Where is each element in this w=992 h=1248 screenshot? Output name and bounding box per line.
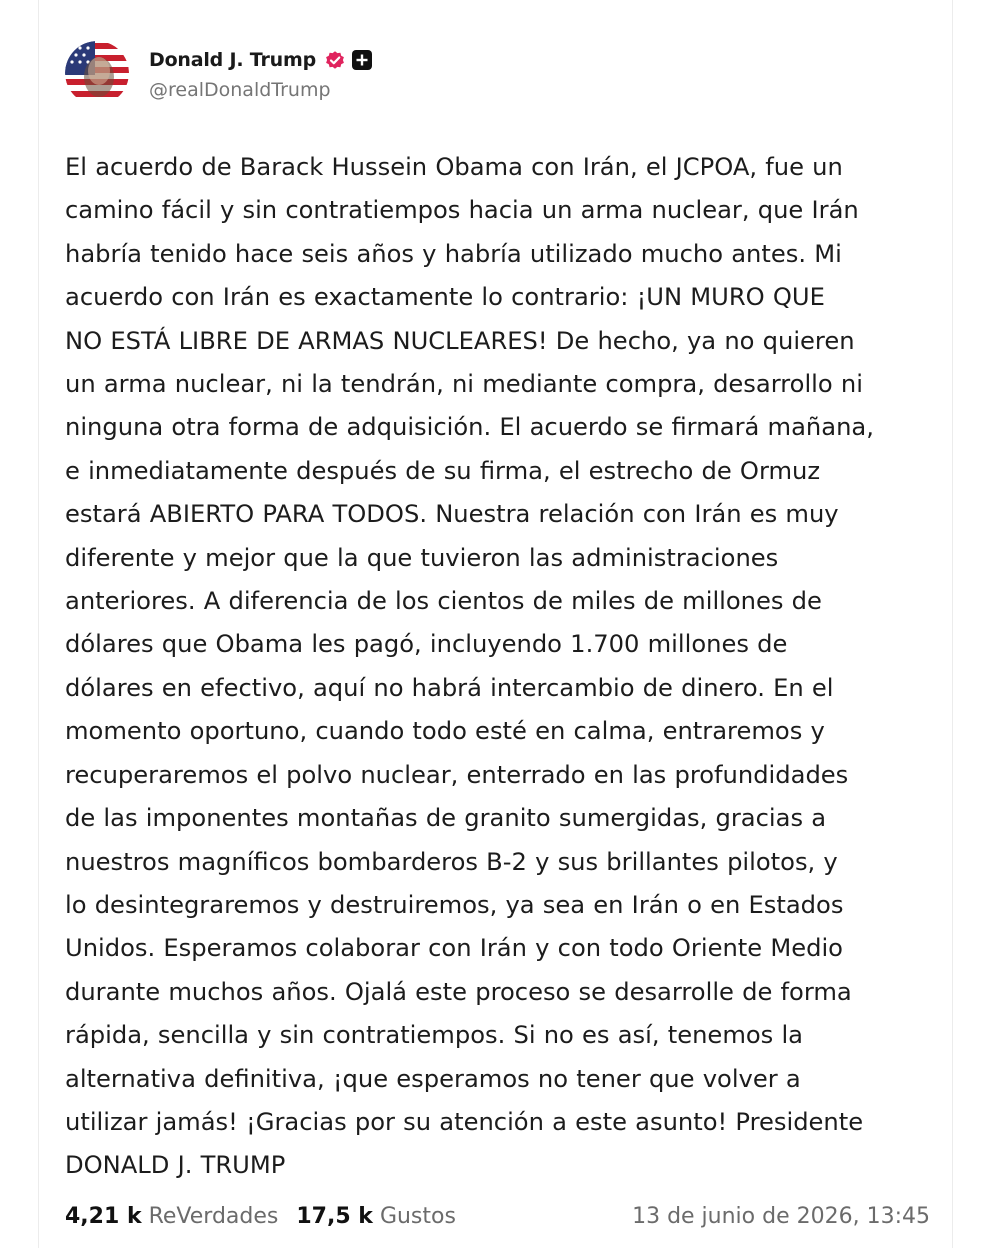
post-text-line: diferente y mejor que la que tuvieron las administraciones	[65, 543, 779, 572]
post-text-line: Unidos. Esperamos colaborar con Irán y con todo Oriente Medio	[65, 934, 843, 963]
post-timestamp[interactable]: 13 de junio de 2026, 13:45	[632, 1203, 930, 1229]
post-text-line: rápida, sencilla y sin contratiempos. Si no es así, tenemos la	[65, 1021, 804, 1050]
plus-badge-icon	[352, 50, 372, 70]
post-text-line: de las imponentes montañas de granito sumergidas, gracias a	[65, 804, 827, 833]
post-text-line: DONALD J. TRUMP	[65, 1151, 286, 1180]
post-body	[65, 146, 937, 1188]
post-text-line: recuperaremos el polvo nuclear, enterrado en las profundidades	[65, 760, 849, 789]
post-text-line: ninguna otra forma de adquisición. El acuerdo se firmará mañana,	[65, 413, 874, 442]
post-text-line: dólares en efectivo, aquí no habrá intercambio de dinero. En el	[65, 673, 834, 702]
post-text-line: un arma nuclear, ni la tendrán, ni mediante compra, desarrollo ni	[65, 370, 863, 399]
post-text-line: habría tenido hace seis años y habría utilizado mucho antes. Mi	[65, 239, 842, 268]
author-name-row	[149, 45, 372, 75]
reposts-label: ReVerdades	[148, 1203, 279, 1229]
post-text-line: momento oportuno, cuando todo esté en calma, entraremos y	[65, 717, 825, 746]
post-text-line: e inmediatamente después de su firma, el estrecho de Ormuz	[65, 456, 821, 485]
post-footer	[65, 1196, 930, 1236]
post-text-line: lo desintegraremos y destruiremos, ya sea en Irán o en Estados	[65, 890, 844, 919]
post-text-line: anteriores. A diferencia de los cientos de miles de millones de	[65, 587, 822, 616]
author-info	[149, 45, 372, 101]
post-text-line: durante muchos años. Ojalá este proceso se desarrolle de forma	[65, 977, 852, 1006]
post-text-line: estará ABIERTO PARA TODOS. Nuestra relación con Irán es muy	[65, 500, 839, 529]
post-text-line: camino fácil y sin contratiempos hacia un arma nuclear, que Irán	[65, 196, 859, 225]
reposts-stat[interactable]	[65, 1204, 278, 1229]
verified-badge-icon	[324, 49, 346, 71]
post-text-line: dólares que Obama les pagó, incluyendo 1.700 millones de	[65, 630, 788, 659]
author-handle[interactable]: @realDonaldTrump	[149, 79, 331, 101]
post-text-line: acuerdo con Irán es exactamente lo contrario: ¡UN MURO QUE	[65, 283, 825, 312]
likes-label: Gustos	[379, 1203, 456, 1229]
author-display-name[interactable]: Donald J. Trump	[149, 49, 316, 71]
post-header	[65, 40, 372, 106]
profile-avatar[interactable]	[65, 41, 129, 105]
post-card	[38, 0, 953, 1248]
likes-stat[interactable]	[296, 1204, 456, 1229]
likes-count: 17,5 k	[296, 1203, 373, 1229]
post-text-line: NO ESTÁ LIBRE DE ARMAS NUCLEARES! De hecho, ya no quieren	[65, 326, 855, 355]
post-text-line: El acuerdo de Barack Hussein Obama con Irán, el JCPOA, fue un	[65, 153, 843, 181]
post-text-line: alternativa definitiva, ¡que esperamos no tener que volver a	[65, 1064, 801, 1093]
post-text-line: utilizar jamás! ¡Gracias por su atención a este asunto! Presidente	[65, 1107, 864, 1136]
reposts-count: 4,21 k	[65, 1203, 142, 1229]
post-text-line: nuestros magníficos bombarderos B-2 y sus brillantes pilotos, y	[65, 847, 838, 876]
